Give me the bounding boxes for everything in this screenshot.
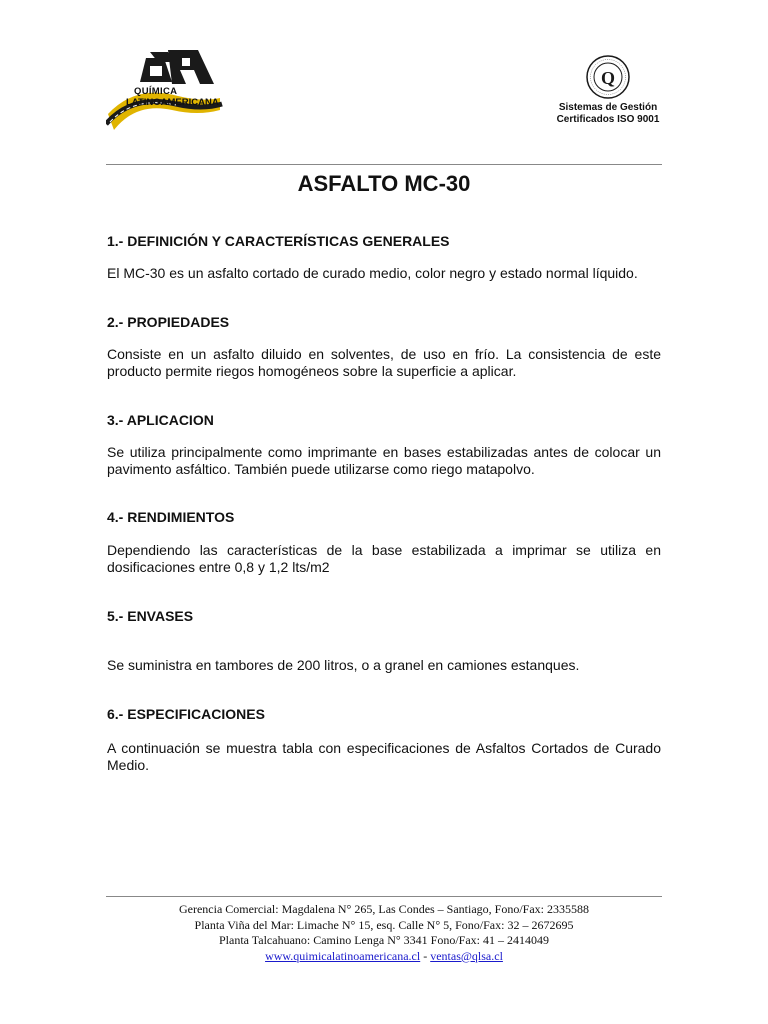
section-2-heading: 2.- PROPIEDADES bbox=[107, 314, 230, 330]
section-5-heading: 5.- ENVASES bbox=[107, 608, 194, 624]
iso-certification bbox=[548, 54, 668, 134]
section-4-heading: 4.- RENDIMIENTOS bbox=[107, 509, 235, 525]
quality-seal-icon bbox=[584, 54, 632, 100]
footer bbox=[106, 902, 662, 964]
section-6-text: A continuación se muestra tabla con especificaciones de Asfaltos Cortados de Curado Medio. bbox=[107, 740, 661, 773]
section-6-heading: 6.- ESPECIFICACIONES bbox=[107, 706, 265, 722]
section-5-text: Se suministra en tambores de 200 litros, o a granel en camiones estanques. bbox=[107, 657, 580, 673]
cert-text-line2: Certificados ISO 9001 bbox=[556, 114, 660, 125]
footer-contact-line bbox=[106, 949, 662, 965]
company-logo bbox=[106, 44, 224, 136]
email-link[interactable]: ventas@qlsa.cl bbox=[430, 948, 503, 963]
section-3-text: Se utiliza principalmente como imprimante en bases estabilizadas antes de colocar un pavimento asfáltico. También puede utilizarse como riego matapolvo. bbox=[107, 444, 661, 477]
website-link[interactable]: www.quimicalatinoamericana.cl bbox=[265, 948, 421, 963]
svg-text:Q: Q bbox=[600, 68, 616, 88]
header-divider bbox=[106, 164, 662, 165]
section-4-text: Dependiendo las características de la base estabilizada a imprimar se utiliza en dosificaciones entre 0,8 y 1,2 lts/m2 bbox=[107, 542, 661, 575]
section-3-heading: 3.- APLICACION bbox=[107, 412, 214, 428]
footer-divider bbox=[106, 896, 662, 897]
footer-line-1: Gerencia Comercial: Magdalena N° 265, Las Condes – Santiago, Fono/Fax: 2335588 bbox=[178, 902, 590, 916]
section-1-heading: 1.- DEFINICIÓN Y CARACTERÍSTICAS GENERALES bbox=[107, 233, 450, 249]
logo-text-latinoamericana: LATINOAMERICANA bbox=[126, 97, 219, 108]
cert-text-line1: Sistemas de Gestión bbox=[558, 102, 658, 113]
logo-text-quimica: QUÍMICA bbox=[134, 86, 178, 97]
section-2-text: Consiste en un asfalto diluido en solventes, de uso en frío. La consistencia de este producto permite riegos homogéneos sobre la superficie a aplicar. bbox=[107, 346, 661, 379]
section-1-text: El MC-30 es un asfalto cortado de curado medio, color negro y estado normal líquido. bbox=[107, 265, 638, 281]
footer-separator: - bbox=[423, 948, 428, 963]
document-title: ASFALTO MC-30 bbox=[297, 171, 471, 196]
footer-line-3: Planta Talcahuano: Camino Lenga N° 3341 Fono/Fax: 41 – 2414049 bbox=[218, 933, 550, 947]
footer-line-2: Planta Viña del Mar: Limache N° 15, esq. Calle N° 5, Fono/Fax: 32 – 2672695 bbox=[194, 917, 574, 932]
